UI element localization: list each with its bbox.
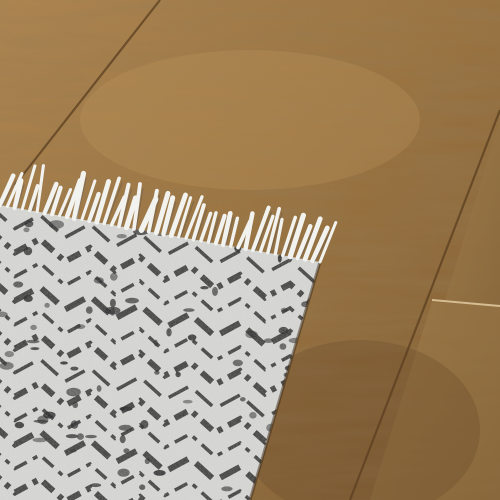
wood-highlight: [80, 50, 420, 190]
